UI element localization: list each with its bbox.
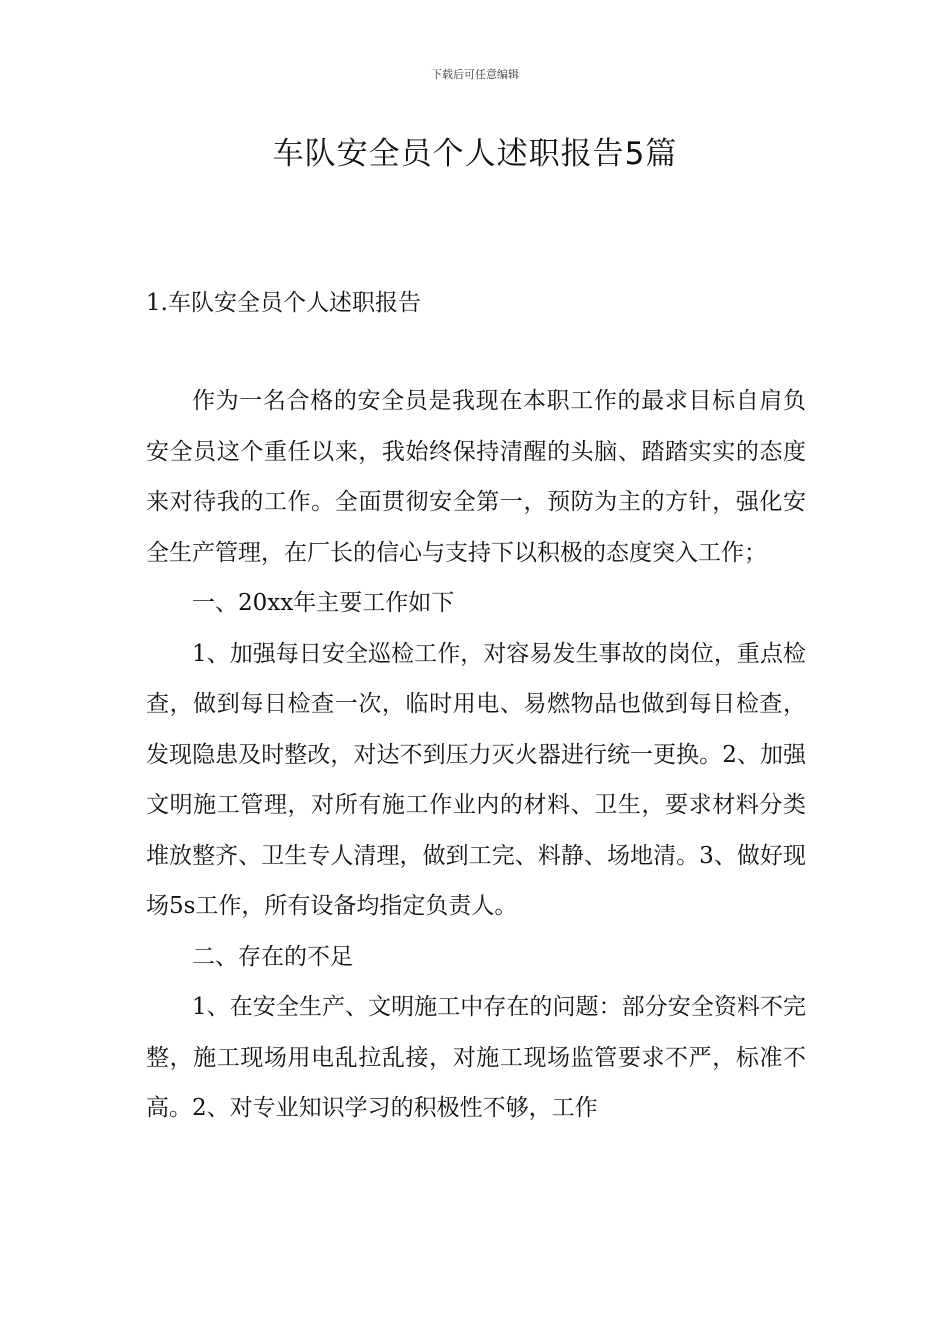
section-heading: 1.车队安全员个人述职报告 <box>146 290 421 316</box>
paragraph-shortcomings: 1、在安全生产、文明施工中存在的问题：部分安全资料不完整，施工现场用电乱拉乱接，对施工现场监管要求不严，标准不高。2、对专业知识学习的积极性不够，工作 <box>146 994 806 1121</box>
paragraph-intro: 作为一名合格的安全员是我现在本职工作的最求目标自肩负安全员这个重任以来，我始终保持清醒的头脑、踏踏实实的态度来对待我的工作。全面贯彻安全第一，预防为主的方针，强化安全生产管理，在厂长的信心与支持下以积极的态度突入工作； <box>146 388 806 566</box>
paragraph-heading-work: 一、20xx年主要工作如下 <box>192 590 455 616</box>
header-note: 下载后可任意编辑 <box>431 68 519 81</box>
document-title: 车队安全员个人述职报告5篇 <box>272 136 678 172</box>
paragraph-work-items: 1、加强每日安全巡检工作，对容易发生事故的岗位，重点检查，做到每日检查一次，临时用电、易燃物品也做到每日检查，发现隐患及时整改，对达不到压力灭火器进行统一更换。2、加强文明施工管理，对所有施工作业内的材料、卫生，要求材料分类堆放整齐、卫生专人清理，做到工完、料静、场地清。3、做好现场5s工作，所有设备均指定负责人。 <box>146 640 806 919</box>
paragraph-heading-shortcomings: 二、存在的不足 <box>192 943 353 970</box>
body-text <box>146 376 806 1134</box>
